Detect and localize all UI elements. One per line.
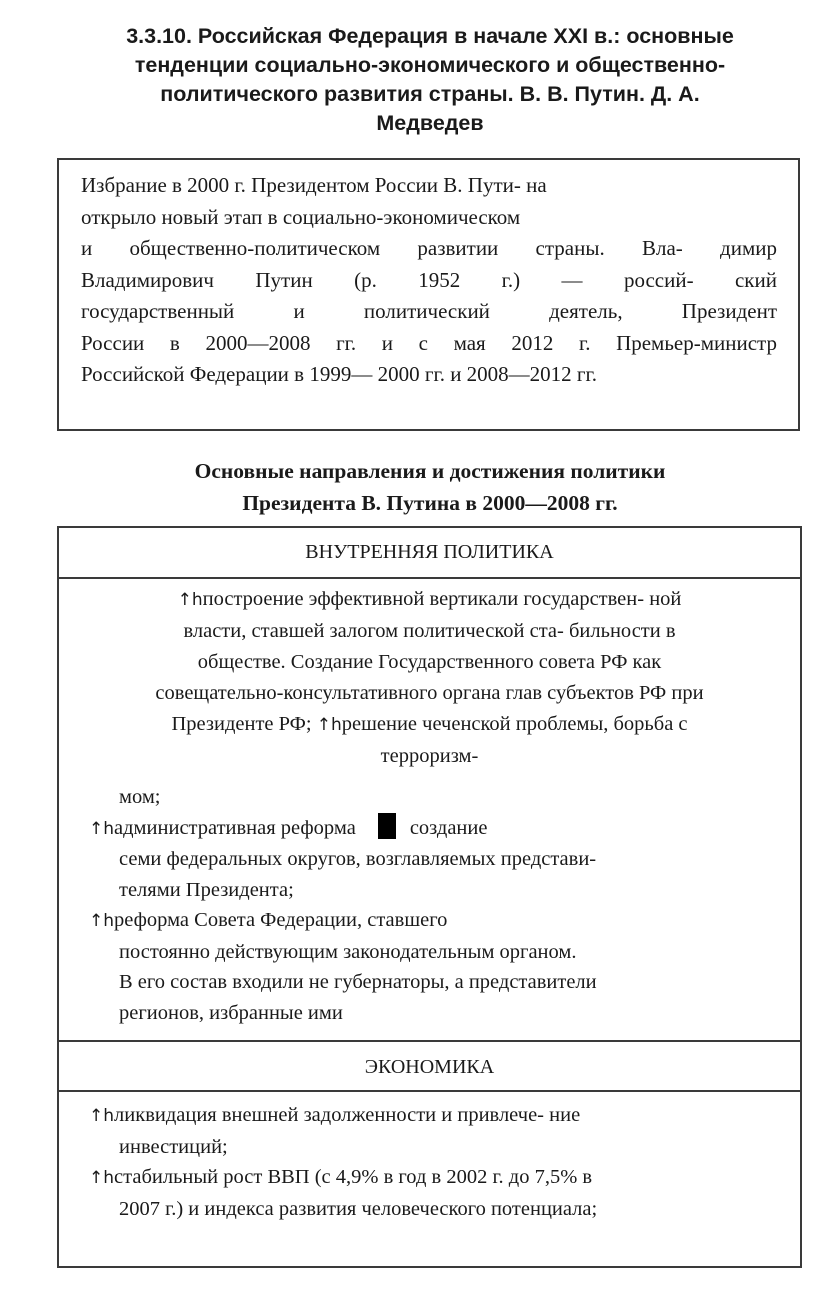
economy-item xyxy=(89,1162,597,1194)
arrow-icon: ↑h xyxy=(89,818,115,839)
internal-policy-header: ВНУТРЕННЯЯ ПОЛИТИКА xyxy=(59,528,800,579)
arrow-icon: ↑h xyxy=(316,715,342,735)
economy-line: 2007 г.) и индекса развития человеческого потенциала; xyxy=(119,1197,598,1220)
intro-line: Владимирович Путин (р. 1952 г.) — россий- ский xyxy=(81,267,777,292)
intro-line: Российской Федерации в 1999— 2000 гг. и 2008—2012 гг. xyxy=(81,362,598,386)
policy-text: Президенте РФ; xyxy=(171,713,317,735)
section-title xyxy=(60,22,800,138)
internal-policy-body xyxy=(59,584,800,772)
policy-text: решение чеченской проблемы, борьба с xyxy=(341,713,688,735)
policy-text: создание xyxy=(409,816,488,839)
policy-line: В его состав входили не губернаторы, а представители xyxy=(119,971,597,993)
policy-line xyxy=(59,709,800,741)
subtitle-line: Основные направления и достижения политики xyxy=(194,459,666,483)
intro-line: России в 2000—2008 гг. и с мая 2012 г. Премьер-министр xyxy=(81,330,777,355)
title-line: тенденции социально-экономического и общественно- xyxy=(134,53,726,77)
intro-line: Избрание в 2000 г. Президентом России В. Пути- на xyxy=(81,173,547,197)
policy-line: власти, ставшей залогом политической ста- бильности в xyxy=(183,620,676,642)
arrow-icon: ↑h xyxy=(177,590,203,610)
intro-line: и общественно-политическом развитии страны. Вла- димир xyxy=(81,236,777,260)
economy-text: стабильный рост ВВП (с 4,9% в год в 2002 г. до 7,5% в xyxy=(114,1166,593,1188)
policy-text: построение эффективной вертикали государствен- ной xyxy=(202,588,682,610)
policy-line: семи федеральных округов, возглавляемых представи- xyxy=(119,848,597,870)
subtitle-line: Президента В. Путина в 2000—2008 гг. xyxy=(242,491,618,515)
intro-line: государственный и политический деятель, Президент xyxy=(81,299,777,323)
intro-text xyxy=(81,170,777,391)
title-line: Медведев xyxy=(376,111,484,135)
policy-table xyxy=(57,526,802,1268)
economy-item xyxy=(89,1100,597,1132)
arrow-icon: ↑h xyxy=(89,1106,115,1126)
policy-item-reform xyxy=(89,813,597,845)
policy-line: постоянно действующим законодательным органом. xyxy=(119,940,577,963)
policy-text: административная реформа xyxy=(114,816,356,839)
economy-text: ликвидация внешней задолженности и привлече- ние xyxy=(114,1104,581,1126)
black-square-mark xyxy=(378,813,396,839)
policy-line: телями Президента; xyxy=(119,878,294,901)
policy-line: регионов, избранные ими xyxy=(119,1001,343,1024)
policy-line: терроризм- xyxy=(380,745,479,767)
economy-header: ЭКОНОМИКА xyxy=(59,1040,800,1092)
arrow-icon: ↑h xyxy=(89,1168,115,1188)
policy-line xyxy=(59,584,800,616)
intro-box xyxy=(57,158,800,431)
policy-line: мом; xyxy=(119,786,161,808)
internal-policy-list xyxy=(89,782,597,1028)
title-line: политического развития страны. В. В. Путин. Д. А. xyxy=(160,82,700,106)
policy-subtitle xyxy=(60,455,800,519)
policy-line: совещательно-консультативного органа глав субъектов РФ при xyxy=(155,682,704,704)
policy-text: реформа Совета Федерации, ставшего xyxy=(114,909,448,931)
policy-item-council xyxy=(89,905,597,937)
economy-list xyxy=(89,1100,597,1224)
economy-line: инвестиций; xyxy=(119,1135,228,1158)
policy-line: обществе. Создание Государственного совета РФ как xyxy=(197,651,662,673)
title-line: 3.3.10. Российская Федерация в начале XXI в.: основные xyxy=(126,24,734,48)
arrow-icon: ↑h xyxy=(89,911,115,931)
intro-line: открыло новый этап в социально-экономическом xyxy=(81,204,521,229)
